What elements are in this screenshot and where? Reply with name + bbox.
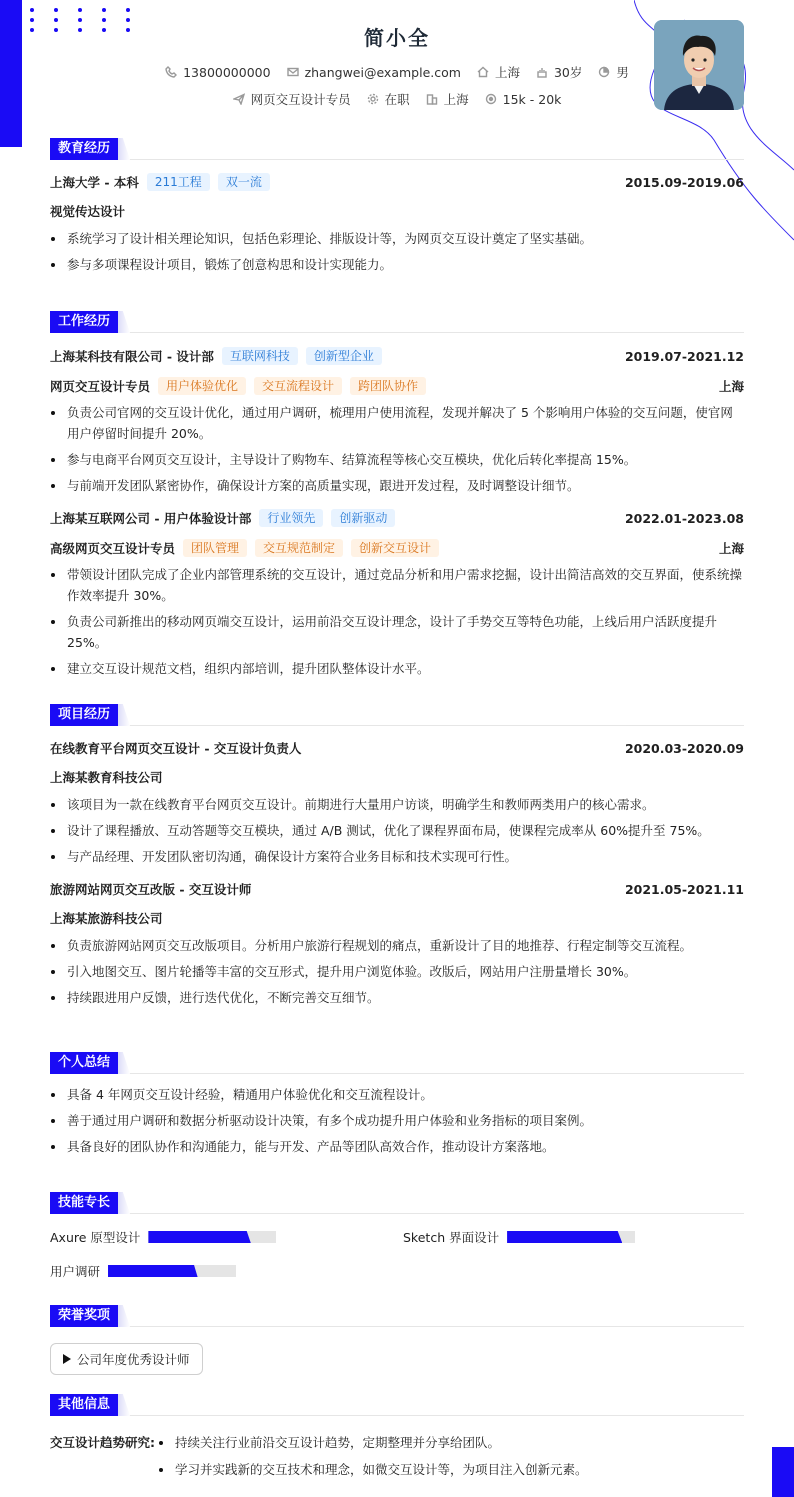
award-item[interactable] [50, 1343, 203, 1375]
email-value: zhangwei@example.com [304, 64, 461, 80]
list-item: 引入地图交互、图片轮播等丰富的交互形式，提升用户浏览体验。改版后，网站用户注册量增长 30%。 [50, 961, 744, 982]
list-item: 负责公司新推出的移动网页端交互设计，运用前沿交互设计理念，设计了手势交互等特色功能，上线后用户活跃度提升 25%。 [50, 611, 744, 653]
skill-name: 用户调研 [50, 1264, 101, 1279]
other-section [50, 1394, 744, 1486]
section-title-other: 其他信息 [50, 1394, 118, 1416]
company-name: 上海某互联网公司 - 用户体验设计部 [50, 511, 252, 526]
list-item: 学习并实践新的交互技术和理念，如微交互设计等，为项目注入创新元素。 [158, 1459, 744, 1480]
age-value: 30岁 [553, 65, 583, 80]
section-title-awards: 荣誉奖项 [50, 1305, 118, 1327]
job-location: 上海 [718, 379, 744, 394]
skill-bar [108, 1265, 236, 1277]
list-item: 与产品经理、开发团队密切沟通，确保设计方案符合业务目标和技术实现可行性。 [50, 846, 744, 867]
skill-fill [507, 1231, 622, 1243]
award-name: 公司年度优秀设计师 [77, 1352, 190, 1367]
section-title-skills: 技能专长 [50, 1192, 118, 1214]
list-item: 与前端开发团队紧密协作，确保设计方案的高质量实现，跟进开发过程，及时调整设计细节。 [50, 475, 744, 496]
projects-section [50, 704, 744, 1013]
major: 视觉传达设计 [50, 204, 126, 219]
job-role: 网页交互设计专员 [50, 379, 151, 394]
other-label: 交互设计趋势研究: [50, 1435, 155, 1450]
salary-value: 15k - 20k [502, 91, 562, 107]
tag: 交互流程设计 [254, 377, 342, 395]
city-value: 上海 [494, 65, 520, 80]
project-date: 2021.05-2021.11 [624, 881, 744, 897]
skill-name: Axure 原型设计 [50, 1230, 141, 1245]
list-item: 负责旅游网站网页交互改版项目。分析用户旅游行程规划的痛点，重新设计了目的地推荐、行程定制等交互流程。 [50, 935, 744, 956]
status-value: 在职 [384, 92, 410, 107]
gender-value: 男 [616, 65, 629, 80]
contact-row [0, 63, 794, 81]
job-date: 2022.01-2023.08 [624, 510, 744, 526]
skill-bar [148, 1231, 276, 1243]
expect-city-item [426, 90, 469, 108]
work-section [50, 311, 744, 684]
position-item [233, 90, 351, 108]
job-intent-row [0, 90, 794, 108]
expect-city-value: 上海 [443, 92, 469, 107]
tag: 211工程 [147, 173, 210, 191]
section-title-education: 教育经历 [50, 138, 118, 160]
project-company: 上海某教育科技公司 [50, 770, 163, 785]
list-item: 持续跟进用户反馈，进行迭代优化，不断完善交互细节。 [50, 987, 744, 1008]
cake-icon [536, 66, 548, 78]
skill-fill [148, 1231, 250, 1243]
tag: 团队管理 [183, 539, 247, 557]
list-item: 善于通过用户调研和数据分析驱动设计决策，有多个成功提升用户体验和业务指标的项目案例。 [50, 1110, 744, 1131]
school-name: 上海大学 - 本科 [50, 175, 139, 190]
email-item [287, 65, 461, 80]
accent-bar-right [772, 1447, 794, 1497]
skill-item [50, 1262, 403, 1280]
send-icon [233, 93, 245, 105]
phone-item [165, 65, 270, 80]
project-name: 在线教育平台网页交互设计 - 交互设计负责人 [50, 741, 302, 756]
list-item: 设计了课程播放、互动答题等交互模块，通过 A/B 测试，优化了课程界面布局，使课程完成率从 60%提升至 75%。 [50, 820, 744, 841]
skills-section [50, 1192, 744, 1280]
job-location: 上海 [718, 541, 744, 556]
list-item: 建立交互设计规范文档，组织内部培训，提升团队整体设计水平。 [50, 658, 744, 679]
list-item: 参与多项课程设计项目，锻炼了创意构思和设计实现能力。 [50, 254, 744, 275]
gender-item [598, 63, 629, 81]
salary-item [485, 92, 562, 107]
tag: 创新交互设计 [351, 539, 439, 557]
home-icon [477, 66, 489, 78]
status-item [367, 90, 410, 108]
section-title-projects: 项目经历 [50, 704, 118, 726]
tag: 行业领先 [259, 509, 323, 527]
section-title-summary: 个人总结 [50, 1052, 118, 1074]
list-item: 该项目为一款在线教育平台网页交互设计。前期进行大量用户访谈，明确学生和教师两类用户的核心需求。 [50, 794, 744, 815]
project-date: 2020.03-2020.09 [624, 740, 744, 756]
phone-icon [165, 66, 177, 78]
list-item: 参与电商平台网页交互设计，主导设计了购物车、结算流程等核心交互模块，优化后转化率提高 15%。 [50, 449, 744, 470]
candidate-name: 简小全 [364, 26, 430, 50]
job-role: 高级网页交互设计专员 [50, 541, 176, 556]
age-item [536, 63, 582, 81]
list-item: 具备良好的团队协作和沟通能力，能与开发、产品等团队高效合作，推动设计方案落地。 [50, 1136, 744, 1157]
tag: 创新驱动 [331, 509, 395, 527]
skill-name: Sketch 界面设计 [403, 1230, 500, 1245]
user-icon [598, 66, 610, 78]
skill-item [50, 1228, 403, 1246]
section-title-work: 工作经历 [50, 311, 118, 333]
gear-icon [367, 93, 379, 105]
building-icon [426, 93, 438, 105]
list-item: 持续关注行业前沿交互设计趋势，定期整理并分享给团队。 [158, 1432, 744, 1453]
position-value: 网页交互设计专员 [250, 92, 351, 107]
list-item: 负责公司官网的交互设计优化，通过用户调研，梳理用户使用流程，发现并解决了 5 个影响用户体验的交互问题，使官网用户停留时间提升 20%。 [50, 402, 744, 444]
list-item: 具备 4 年网页交互设计经验，精通用户体验优化和交互流程设计。 [50, 1084, 744, 1105]
tag: 互联网科技 [222, 347, 298, 365]
skill-bar [507, 1231, 635, 1243]
project-company: 上海某旅游科技公司 [50, 911, 163, 926]
tag: 创新型企业 [306, 347, 382, 365]
company-name: 上海某科技有限公司 - 设计部 [50, 349, 214, 364]
skill-item [403, 1228, 744, 1246]
list-item: 带领设计团队完成了企业内部管理系统的交互设计，通过竞品分析和用户需求挖掘，设计出简洁高效的交互界面，使系统操作效率提升 30%。 [50, 564, 744, 606]
phone-value: 13800000000 [183, 64, 271, 80]
awards-section [50, 1305, 744, 1375]
city-item [477, 63, 520, 81]
education-section [50, 138, 744, 280]
summary-section [50, 1052, 744, 1162]
project-name: 旅游网站网页交互改版 - 交互设计师 [50, 882, 252, 897]
tag: 双一流 [218, 173, 270, 191]
coin-icon [485, 93, 497, 105]
list-item: 系统学习了设计相关理论知识，包括色彩理论、排版设计等，为网页交互设计奠定了坚实基础。 [50, 228, 744, 249]
education-date: 2015.09-2019.06 [624, 174, 744, 190]
tag: 用户体验优化 [158, 377, 246, 395]
tag: 交互规范制定 [255, 539, 343, 557]
triangle-right-icon [63, 1354, 71, 1364]
job-date: 2019.07-2021.12 [624, 348, 744, 364]
skill-fill [108, 1265, 198, 1277]
mail-icon [287, 66, 299, 78]
tag: 跨团队协作 [350, 377, 426, 395]
